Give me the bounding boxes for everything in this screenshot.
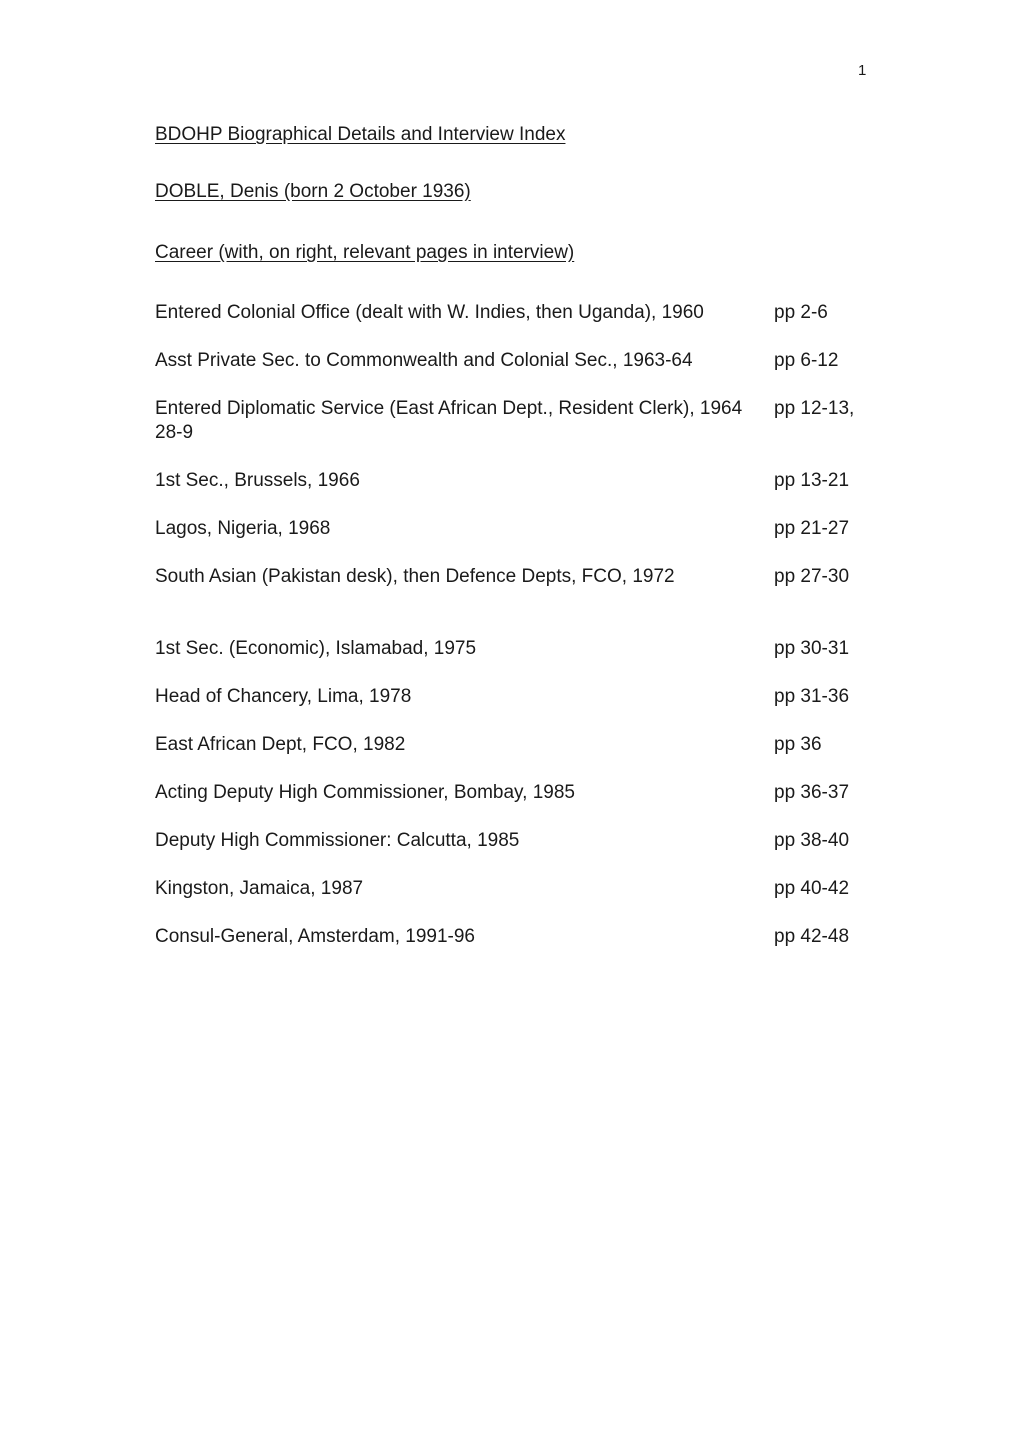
document-title: BDOHP Biographical Details and Interview Index [155, 124, 566, 145]
career-entry-description: Deputy High Commissioner: Calcutta, 1985 [155, 830, 520, 851]
career-entry-pages: pp 40-42 [774, 878, 850, 899]
career-entry-pages: pp 6-12 [774, 350, 839, 371]
career-entry-description: 1st Sec., Brussels, 1966 [155, 470, 360, 491]
career-entry-pages: pp 2-6 [774, 302, 828, 323]
career-entry-description: Entered Colonial Office (dealt with W. Indies, then Uganda), 1960 [155, 302, 704, 323]
career-entry-pages: pp 27-30 [774, 566, 850, 587]
subject-name: DOBLE, Denis (born 2 October 1936) [155, 181, 471, 202]
page-number: 1 [858, 62, 867, 79]
career-entry-description: Acting Deputy High Commissioner, Bombay, 1985 [155, 782, 575, 803]
career-entry-description: Consul-General, Amsterdam, 1991-96 [155, 926, 475, 947]
career-heading: Career (with, on right, relevant pages in interview) [155, 242, 575, 263]
career-entry-description: Head of Chancery, Lima, 1978 [155, 686, 412, 707]
career-entry-pages: pp 30-31 [774, 638, 850, 659]
career-entry-description: East African Dept, FCO, 1982 [155, 734, 406, 755]
career-entry-pages: pp 31-36 [774, 686, 850, 707]
career-entry-pages: pp 13-21 [774, 470, 850, 491]
career-entry-description: 1st Sec. (Economic), Islamabad, 1975 [155, 638, 477, 659]
career-entry-description: South Asian (Pakistan desk), then Defence Depts, FCO, 1972 [155, 566, 675, 587]
career-entry-pages: pp 36 [774, 734, 822, 755]
career-entry-pages: pp 12-13, [774, 398, 855, 419]
career-entry-pages: pp 38-40 [774, 830, 850, 851]
career-entry-description: Asst Private Sec. to Commonwealth and Colonial Sec., 1963-64 [155, 350, 693, 371]
career-entry-pages: pp 36-37 [774, 782, 850, 803]
career-entry-description: Lagos, Nigeria, 1968 [155, 518, 331, 539]
career-entry-description: Kingston, Jamaica, 1987 [155, 878, 364, 899]
career-entry-pages: pp 42-48 [774, 926, 850, 947]
career-entry-description: Entered Diplomatic Service (East African Dept., Resident Clerk), 1964 28-9 [155, 398, 743, 443]
career-entry-pages: pp 21-27 [774, 518, 850, 539]
